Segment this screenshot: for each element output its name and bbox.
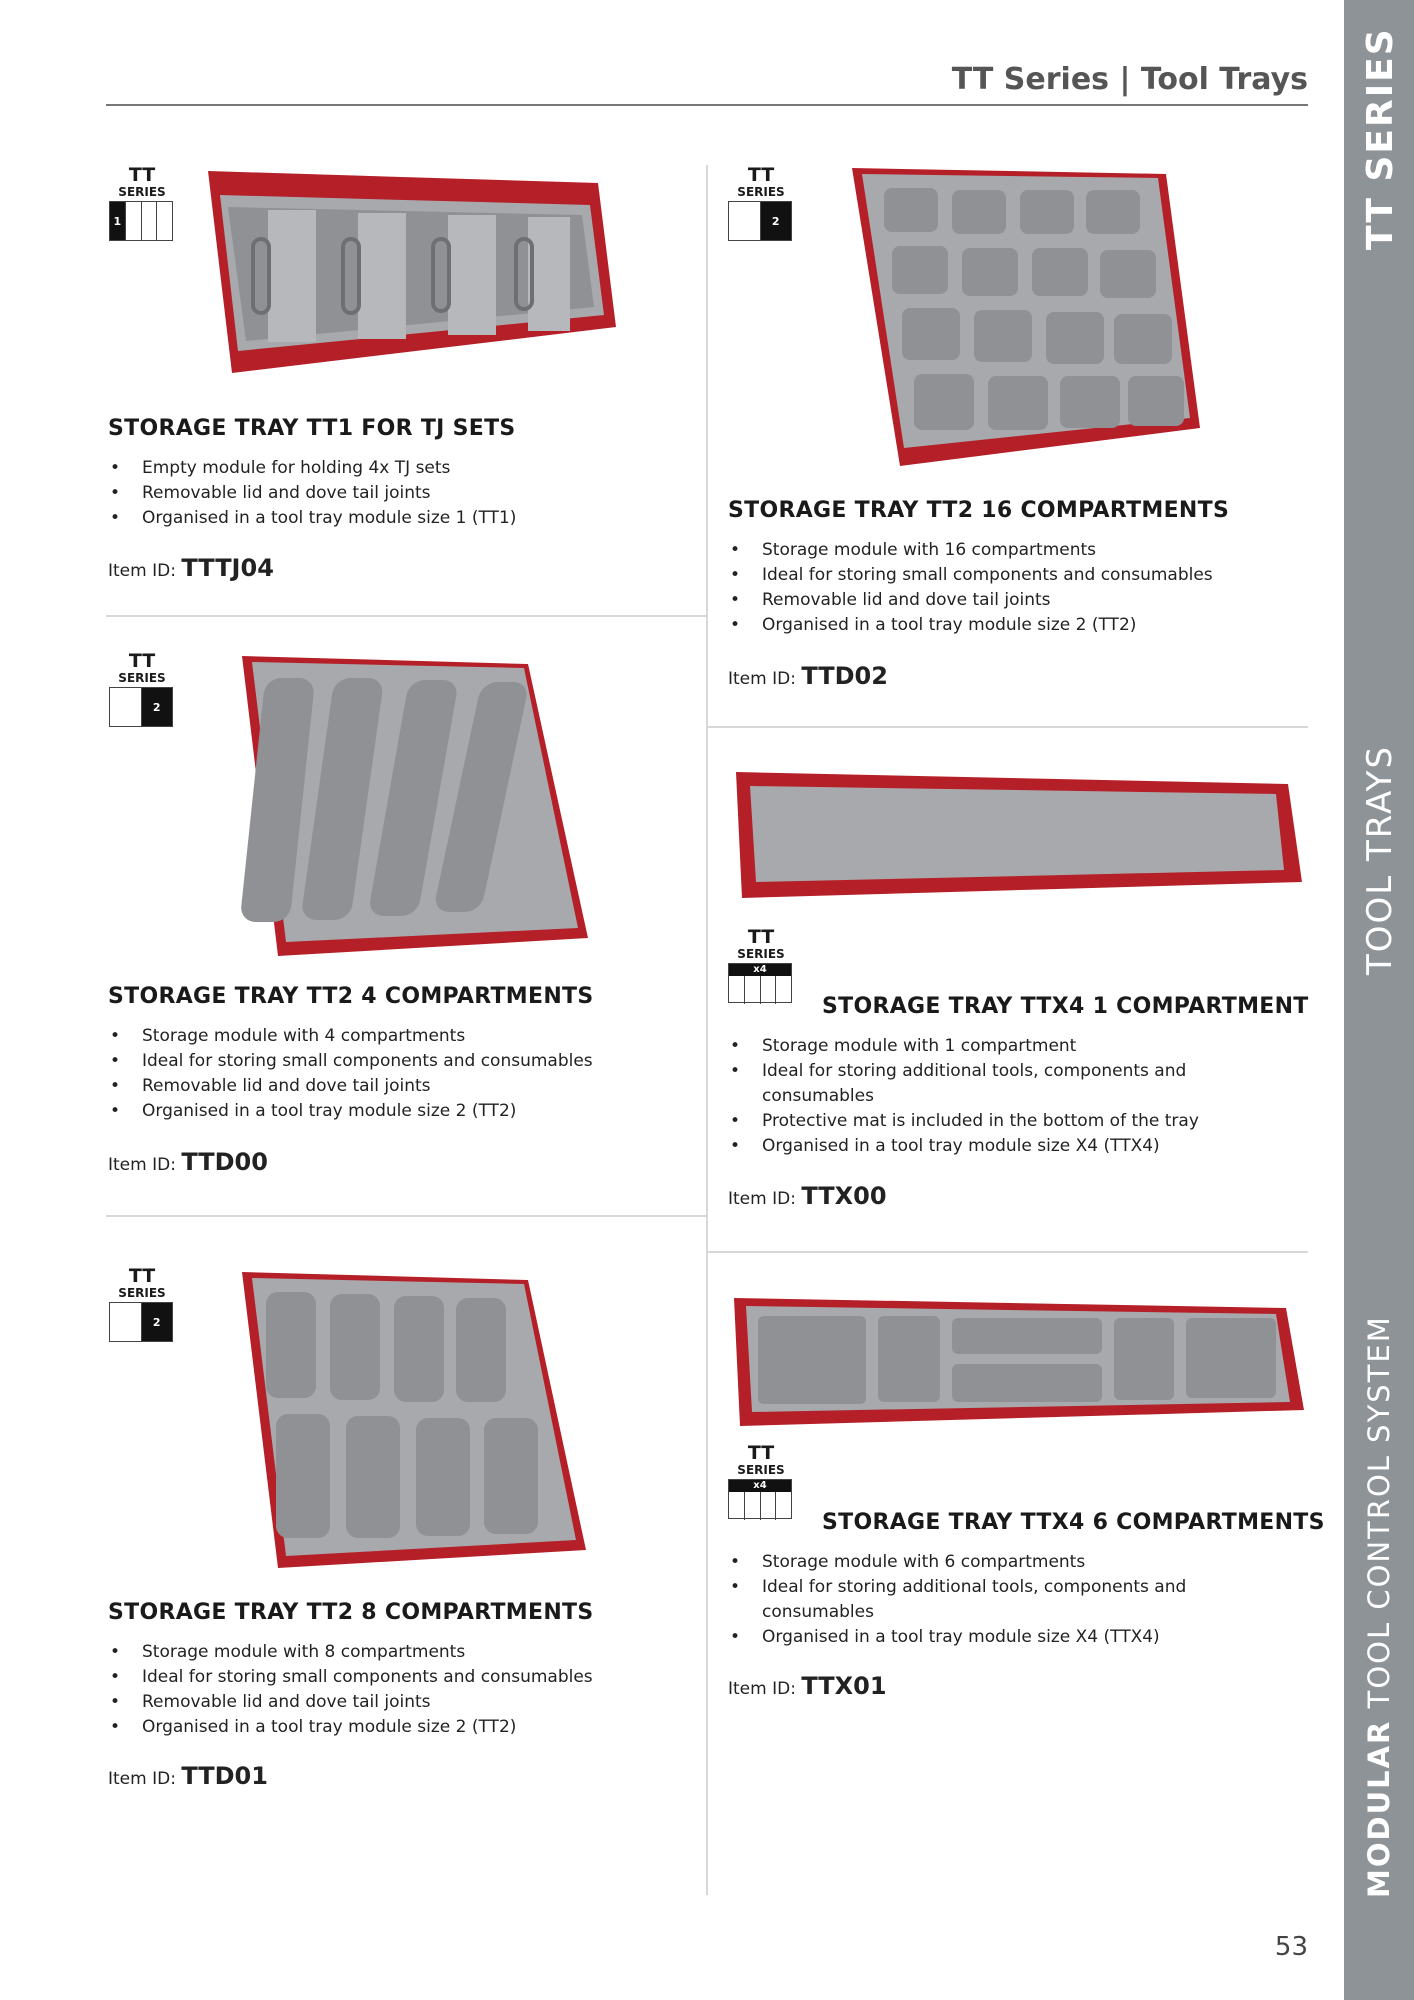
badge-series: SERIES: [118, 1286, 166, 1300]
badge-size: 2: [761, 202, 792, 240]
feature-item: • Storage module with 8 compartments: [108, 1640, 593, 1665]
tt-series-badge: [109, 1267, 175, 1342]
badge-size-grid: [728, 963, 792, 1003]
product-image-ttx4-1: [732, 770, 1304, 902]
badge-size: 1: [110, 202, 126, 240]
item-id: [108, 1148, 268, 1176]
badge-size-grid: [109, 201, 173, 241]
badge-series: SERIES: [118, 671, 166, 685]
item-id-label: Item ID:: [728, 669, 796, 689]
product-title: STORAGE TRAY TT2 16 COMPARTMENTS: [728, 498, 1230, 523]
feature-item: • Organised in a tool tray module size 1 (TT1): [108, 506, 516, 531]
product-image-ttx4-6: [730, 1294, 1306, 1428]
product-title: STORAGE TRAY TTX4 6 COMPARTMENTS: [822, 1510, 1325, 1535]
feature-item: • Storage module with 16 compartments: [728, 538, 1213, 563]
row-divider-right-2: [708, 1251, 1308, 1253]
tt-series-badge: [728, 928, 794, 1003]
column-divider: [706, 165, 708, 1895]
product-title: STORAGE TRAY TT1 FOR TJ SETS: [108, 416, 516, 441]
product-title: STORAGE TRAY TT2 4 COMPARTMENTS: [108, 984, 594, 1009]
badge-size-grid: [728, 201, 792, 241]
header-rule: [106, 104, 1308, 106]
item-id-label: Item ID:: [728, 1679, 796, 1699]
product-image-tt2-4: [238, 652, 590, 958]
feature-item: • Storage module with 6 compartments: [728, 1550, 1248, 1575]
product-image-tt2-8: [238, 1268, 588, 1570]
badge-size-grid: [109, 687, 173, 727]
product-title: STORAGE TRAY TTX4 1 COMPARTMENT: [822, 994, 1309, 1019]
side-band: [1344, 0, 1414, 2000]
feature-item: • Storage module with 1 compartment: [728, 1034, 1248, 1059]
item-id-code: TTTJ04: [181, 554, 274, 582]
item-id: [728, 1182, 887, 1210]
product-title: STORAGE TRAY TT2 8 COMPARTMENTS: [108, 1600, 594, 1625]
item-id-code: TTD00: [181, 1148, 268, 1176]
feature-item: • Protective mat is included in the bottom of the tray: [728, 1109, 1248, 1134]
side-label-tool-trays: TOOL TRAYS: [1360, 744, 1400, 975]
item-id: [728, 1672, 887, 1700]
badge-size: 2: [142, 1303, 173, 1341]
product-image-tt1: [198, 165, 620, 375]
feature-item: • Ideal for storing additional tools, components and consumables: [728, 1059, 1248, 1109]
side-label-modular: [1362, 1315, 1396, 1898]
tt-series-badge: [728, 1444, 794, 1519]
feature-item: • Organised in a tool tray module size 2 (TT2): [108, 1099, 593, 1124]
feature-item: • Organised in a tool tray module size X4 (TTX4): [728, 1134, 1248, 1159]
feature-item: • Removable lid and dove tail joints: [108, 481, 516, 506]
row-divider-left-1: [106, 615, 706, 617]
badge-size-grid: [109, 1302, 173, 1342]
badge-series: SERIES: [118, 185, 166, 199]
feature-item: • Empty module for holding 4x TJ sets: [108, 456, 516, 481]
feature-list: [728, 538, 1213, 638]
badge-x4: x4: [729, 1480, 791, 1492]
side-label-modular-rest: TOOL CONTROL SYSTEM: [1362, 1315, 1396, 1720]
badge-tt: TT: [747, 1442, 775, 1464]
item-id-label: Item ID:: [728, 1189, 796, 1209]
item-id-code: TTD02: [801, 662, 888, 690]
item-id-code: TTX00: [801, 1182, 887, 1210]
badge-series: SERIES: [737, 185, 785, 199]
badge-size: 2: [142, 688, 173, 726]
item-id-code: TTX01: [801, 1672, 887, 1700]
badge-tt: TT: [128, 1265, 156, 1287]
feature-list: [108, 1640, 593, 1740]
badge-size-grid: [728, 1479, 792, 1519]
feature-item: • Ideal for storing small components and consumables: [108, 1665, 593, 1690]
feature-item: • Storage module with 4 compartments: [108, 1024, 593, 1049]
item-id-label: Item ID:: [108, 1155, 176, 1175]
item-id: [728, 662, 888, 690]
feature-item: • Organised in a tool tray module size X4 (TTX4): [728, 1625, 1248, 1650]
badge-tt: TT: [747, 164, 775, 186]
item-id: [108, 1762, 268, 1790]
tt-series-badge: [109, 166, 175, 241]
feature-item: • Removable lid and dove tail joints: [728, 588, 1213, 613]
feature-list: [108, 1024, 593, 1124]
page-title: TT Series | Tool Trays: [951, 62, 1308, 97]
feature-list: [728, 1550, 1248, 1650]
feature-item: • Removable lid and dove tail joints: [108, 1074, 593, 1099]
feature-item: • Organised in a tool tray module size 2 (TT2): [728, 613, 1213, 638]
feature-list: [108, 456, 516, 531]
badge-tt: TT: [128, 650, 156, 672]
feature-item: • Ideal for storing additional tools, components and consumables: [728, 1575, 1248, 1625]
feature-item: • Ideal for storing small components and consumables: [108, 1049, 593, 1074]
side-label-modular-bold: MODULAR: [1362, 1719, 1396, 1898]
item-id-code: TTD01: [181, 1762, 268, 1790]
badge-tt: TT: [747, 926, 775, 948]
feature-item: • Ideal for storing small components and consumables: [728, 563, 1213, 588]
feature-item: • Removable lid and dove tail joints: [108, 1690, 593, 1715]
item-id: [108, 554, 274, 582]
side-label-tt-series: TT SERIES: [1360, 27, 1401, 250]
product-image-tt2-16: [848, 166, 1204, 470]
badge-tt: TT: [128, 164, 156, 186]
feature-list: [728, 1034, 1248, 1159]
item-id-label: Item ID:: [108, 1769, 176, 1789]
row-divider-right-1: [708, 726, 1308, 728]
item-id-label: Item ID:: [108, 561, 176, 581]
page-number: 53: [1274, 1932, 1308, 1962]
badge-series: SERIES: [737, 1463, 785, 1477]
row-divider-left-2: [106, 1215, 706, 1217]
badge-series: SERIES: [737, 947, 785, 961]
feature-item: • Organised in a tool tray module size 2 (TT2): [108, 1715, 593, 1740]
badge-x4: x4: [729, 964, 791, 976]
tt-series-badge: [109, 652, 175, 727]
tt-series-badge: [728, 166, 794, 241]
